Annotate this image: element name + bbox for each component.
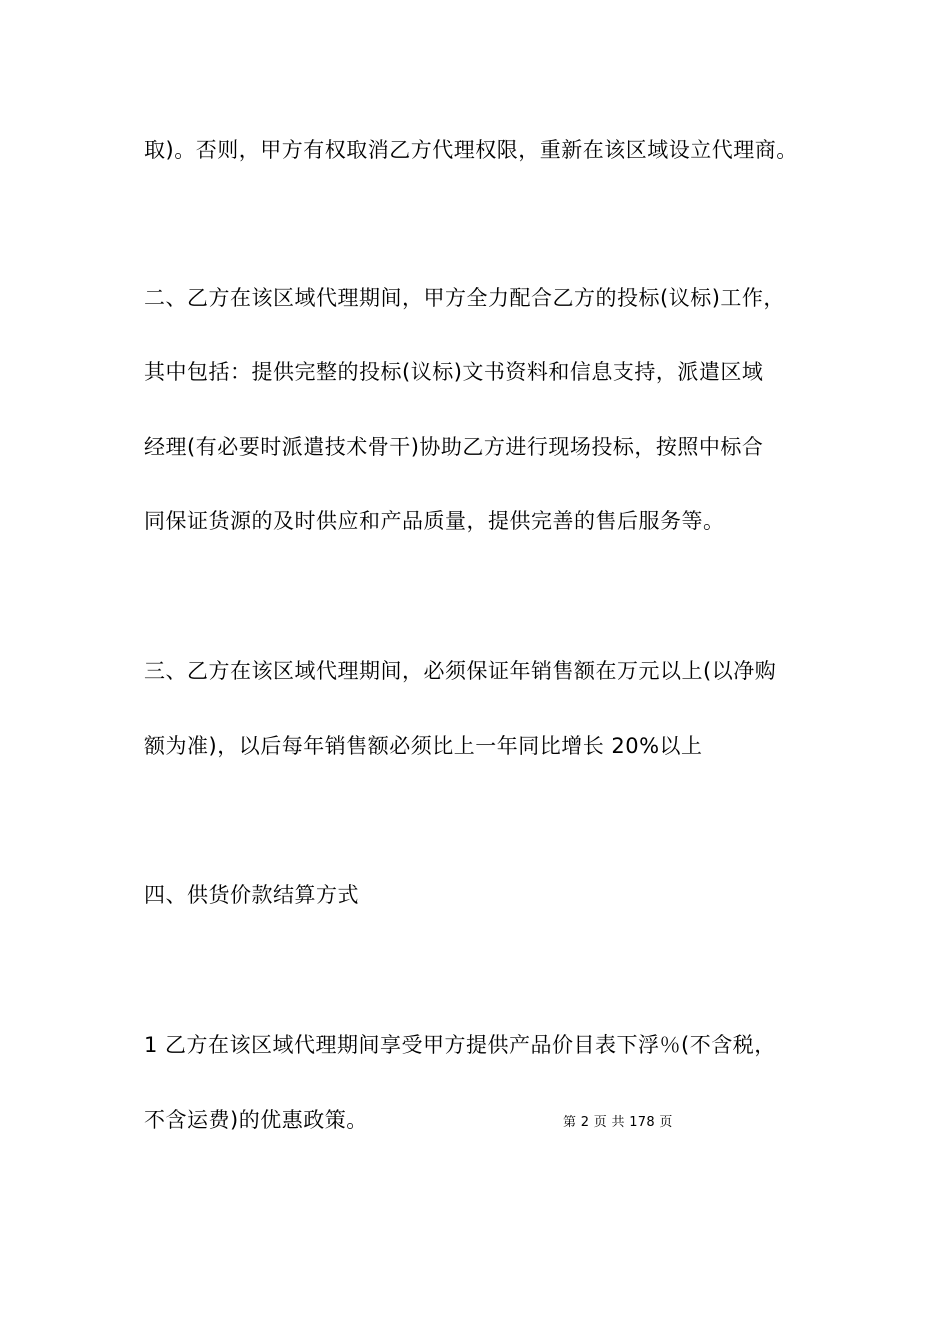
text-line-6: 三、乙方在该区域代理期间，必须保证年销售额在万元以上(以净购 bbox=[144, 659, 777, 683]
text-line-9: 1 乙方在该区域代理期间享受甲方提供产品价目表下浮％(不含税， bbox=[144, 1033, 776, 1057]
text-line-5: 同保证货源的及时供应和产品质量，提供完善的售后服务等。 bbox=[144, 509, 725, 533]
text-line-2: 二、乙方在该区域代理期间，甲方全力配合乙方的投标(议标)工作， bbox=[144, 286, 785, 310]
text-line-4: 经理(有必要时派遣技术骨干)协助乙方进行现场投标，按照中标合 bbox=[144, 435, 764, 459]
text-line-7: 额为准)，以后每年销售额必须比上一年同比增长 20%以上 bbox=[144, 734, 703, 758]
text-line-1: 取)。否则，甲方有权取消乙方代理权限，重新在该区域设立代理商。 bbox=[144, 138, 798, 162]
page-indicator: 第 2 页 共 178 页 bbox=[563, 1115, 673, 1130]
section-heading: 四、供货价款结算方式 bbox=[144, 883, 359, 907]
text-line-10: 不含运费)的优惠政策。 bbox=[144, 1108, 368, 1132]
text-line-3: 其中包括：提供完整的投标(议标)文书资料和信息支持，派遣区域 bbox=[144, 360, 764, 384]
